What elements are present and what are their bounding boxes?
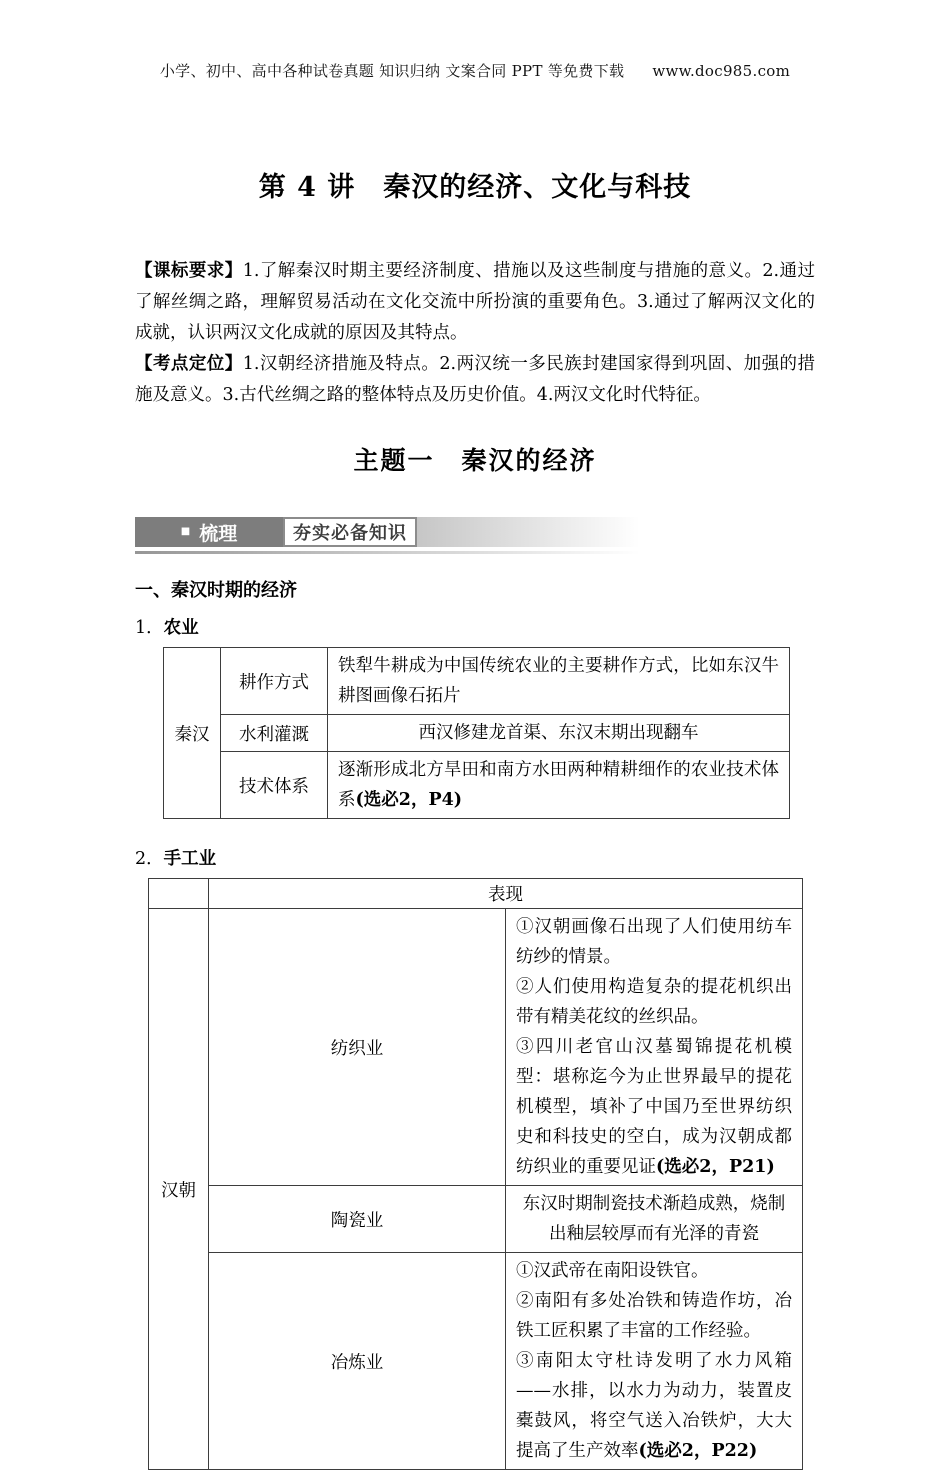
table-row — [149, 1186, 803, 1253]
page-title: 第 4 讲 秦汉的经济、文化与科技 — [258, 172, 692, 203]
site-header — [0, 0, 950, 81]
handicraft-header-empty — [149, 879, 209, 909]
textile-item-1: ①汉朝画像石出现了人们使用纺车纺纱的情景。 — [516, 917, 792, 967]
textbook-ref: (选必2，P4) — [355, 790, 463, 810]
handicraft-table — [148, 878, 803, 1470]
textile-item-2: ②人们使用构造复杂的提花机织出带有精美花纹的丝织品。 — [516, 977, 792, 1027]
knowledge-banner — [135, 517, 640, 547]
course-requirements-label: 【课标要求】 — [135, 261, 243, 281]
table-row — [164, 648, 790, 715]
table-row — [149, 909, 803, 1186]
irrigation-content: 西汉修建龙首渠、东汉末期出现翻车 — [328, 715, 790, 752]
smelting-item-1: ①汉武帝在南阳设铁官。 — [516, 1261, 709, 1281]
textile-item-3-text: ③四川老官山汉墓蜀锦提花机模型：堪称迄今为止世界最早的提花机模型，填补了中国乃至世界纺织史和科技史的空白，成为汉朝成都纺织业的重要见证 — [516, 1037, 792, 1177]
table-row — [164, 752, 790, 819]
smelting-label: 冶炼业 — [209, 1253, 506, 1470]
table-row — [149, 1253, 803, 1470]
banner-underline — [135, 551, 640, 554]
handicraft-header-performance: 表现 — [209, 879, 803, 909]
textile-content — [506, 909, 803, 1186]
subsection-agriculture — [135, 614, 950, 639]
tech-system-text: 逐渐形成北方旱田和南方水田两种精耕细作的农业技术体系 — [338, 760, 779, 810]
exam-focus-text: 1.汉朝经济措施及特点。2.两汉统一多民族封建国家得到巩固、加强的措施及意义。3.古代丝绸之路的整体特点及历史价值。4.两汉文化时代特征。 — [135, 354, 815, 405]
subsection-agriculture-num: 1． — [135, 618, 164, 638]
ceramics-label: 陶瓷业 — [209, 1186, 506, 1253]
section-heading: 一、秦汉时期的经济 — [135, 580, 297, 601]
textbook-ref: (选必2，P21) — [656, 1157, 775, 1177]
ceramics-content: 东汉时期制瓷技术渐趋成熟，烧制出釉层较厚而有光泽的青瓷 — [506, 1186, 803, 1253]
banner-tab-shuli-label: 梳理 — [199, 522, 238, 545]
banner-tab-shuli — [135, 517, 283, 547]
tech-system-content — [328, 752, 790, 819]
banner-tab-subtitle: 夯实必备知识 — [283, 517, 417, 547]
theme-title: 主题一 秦汉的经济 — [353, 446, 597, 475]
subsection-handicraft — [135, 845, 950, 870]
handicraft-row-header: 汉朝 — [149, 909, 209, 1470]
textbook-ref: (选必2，P22) — [638, 1441, 758, 1461]
subsection-handicraft-label: 手工业 — [163, 849, 217, 869]
exam-focus — [135, 349, 815, 411]
banner-gradient-strip — [417, 517, 640, 547]
site-header-text: 小学、初中、高中各种试卷真题 知识归纳 文案合同 PPT 等免费下载 — [159, 62, 625, 80]
subsection-agriculture-label: 农业 — [163, 618, 199, 638]
agriculture-table — [163, 647, 790, 819]
course-requirements — [135, 256, 815, 349]
smelting-item-3-text: ③南阳太守杜诗发明了水力风箱——水排，以水力为动力，装置皮橐鼓风，将空气送入冶铁炉，大大提高了生产效率 — [516, 1351, 792, 1461]
textile-item-3 — [516, 1032, 792, 1182]
exam-focus-label: 【考点定位】 — [135, 354, 243, 374]
course-requirements-text: 1.了解秦汉时期主要经济制度、措施以及这些制度与措施的意义。2.通过了解丝绸之路，理解贸易活动在文化交流中所扮演的重要角色。3.通过了解两汉文化的成就，认识两汉文化成就的原因及其特点。 — [135, 261, 815, 343]
farming-method-content: 铁犁牛耕成为中国传统农业的主要耕作方式，比如东汉牛耕图画像石拓片 — [328, 648, 790, 715]
farming-method-label: 耕作方式 — [221, 648, 328, 715]
smelting-item-3 — [516, 1346, 792, 1466]
table-row — [149, 879, 803, 909]
tech-system-label: 技术体系 — [221, 752, 328, 819]
site-url: www.doc985.com — [652, 62, 791, 80]
agriculture-row-header: 秦汉 — [164, 648, 221, 819]
square-bullet-icon: ■ — [180, 526, 191, 537]
irrigation-label: 水利灌溉 — [221, 715, 328, 752]
table-row — [164, 715, 790, 752]
smelting-item-2: ②南阳有多处冶铁和铸造作坊，冶铁工匠积累了丰富的工作经验。 — [516, 1291, 792, 1341]
subsection-handicraft-num: 2． — [135, 849, 164, 869]
smelting-content — [506, 1253, 803, 1470]
textile-label: 纺织业 — [209, 909, 506, 1186]
